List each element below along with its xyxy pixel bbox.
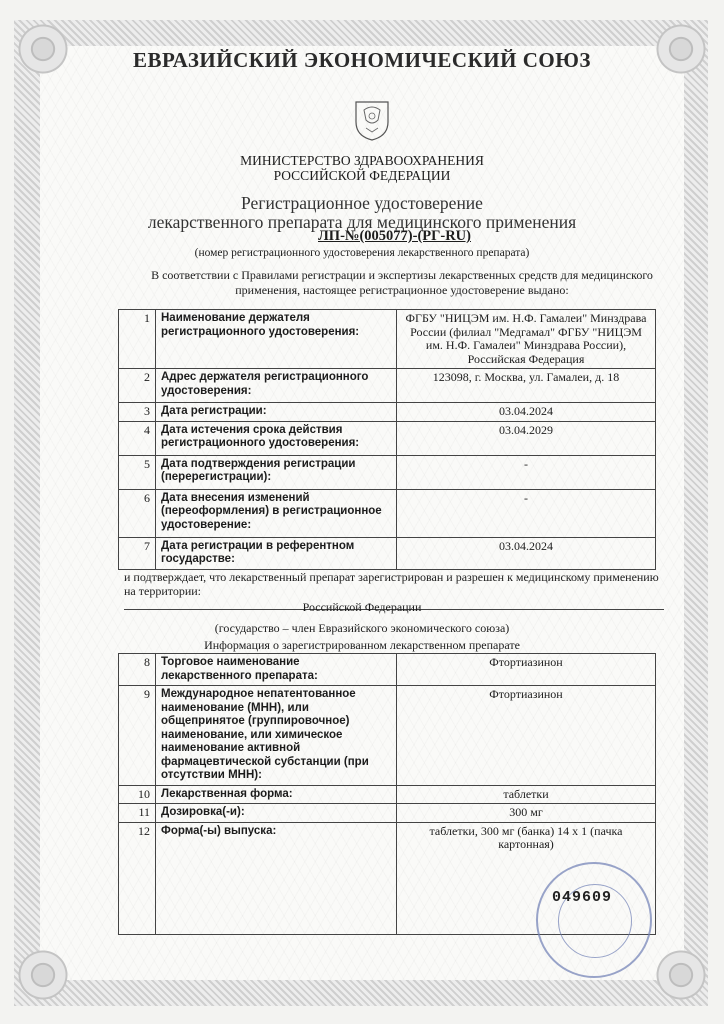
country-note: (государство – член Евразийского экономического союза)	[214, 621, 510, 635]
certificate-number-note: (номер регистрационного удостоверения лекарственного препарата)	[194, 247, 530, 259]
row-label: Торговое наименование лекарственного препарата:	[156, 654, 397, 686]
serial-number: 049609	[552, 889, 613, 906]
row-number: 4	[119, 421, 156, 455]
row-number: 7	[119, 537, 156, 569]
row-label: Дата регистрации:	[156, 403, 397, 422]
title-line1: Регистрационное удостоверение	[241, 193, 483, 213]
ministry-line2: РОССИЙСКОЙ ФЕДЕРАЦИИ	[273, 168, 451, 183]
row-number: 2	[119, 369, 156, 403]
country-name: Российской Федерации	[302, 600, 422, 614]
table-row	[119, 310, 656, 369]
row-value: 03.04.2029	[397, 421, 656, 455]
row-label: Дата подтверждения регистрации (перерегистрации):	[156, 455, 397, 489]
row-value: таблетки, 300 мг (банка) 14 x 1 (пачка картонная)	[397, 822, 656, 934]
table-row	[119, 455, 656, 489]
row-value: -	[397, 489, 656, 537]
table-row	[119, 403, 656, 422]
row-value: 300 мг	[397, 804, 656, 823]
table-row	[119, 686, 656, 786]
table-row	[119, 654, 656, 686]
table-row	[119, 369, 656, 403]
intro-text: В соответствии с Правилами регистрации и экспертизы лекарственных средств для медицинского применения, настоящее регистрационное удостоверение выдано:	[151, 268, 653, 297]
row-number: 10	[119, 785, 156, 804]
row-label: Дата истечения срока действия регистрационного удостоверения:	[156, 421, 397, 455]
row-number: 12	[119, 822, 156, 934]
row-value: 03.04.2024	[397, 537, 656, 569]
ministry-line1: МИНИСТЕРСТВО ЗДРАВООХРАНЕНИЯ	[240, 153, 484, 168]
table-row	[119, 804, 656, 823]
title-line2: лекарственного препарата для медицинского применения	[147, 212, 577, 232]
table-row	[119, 421, 656, 455]
row-value: ФГБУ "НИЦЭМ им. Н.Ф. Гамалеи" Минздрава России (филиал "Медгамал" ФГБУ "НИЦЭМ им. Н.Ф. Гамалеи" Минздрава России), Российская Федерация	[397, 310, 656, 369]
corner-ornament	[8, 940, 78, 1010]
row-label: Форма(-ы) выпуска:	[156, 822, 397, 934]
row-label: Дата регистрации в референтном государстве:	[156, 537, 397, 569]
certificate-number: ЛП-№(005077)-(РГ-RU)	[318, 228, 471, 244]
row-number: 9	[119, 686, 156, 786]
row-value: 03.04.2024	[397, 403, 656, 422]
certificate-title	[0, 194, 724, 232]
row-label: Дозировка(-и):	[156, 804, 397, 823]
row-label: Адрес держателя регистрационного удостоверения:	[156, 369, 397, 403]
table-row	[119, 489, 656, 537]
official-stamp	[536, 862, 652, 978]
info-section-title: Информация о зарегистрированном лекарственном препарате	[204, 638, 520, 652]
row-label: Международное непатентованное наименование (МНН), или общепринятое (группировочное) наименование, или химическое наименование активной фармацевтической субстанции (при отсутствии МНН):	[156, 686, 397, 786]
holder-table	[118, 309, 656, 570]
coat-of-arms-icon	[352, 98, 392, 142]
row-number: 5	[119, 455, 156, 489]
row-label: Наименование держателя регистрационного удостоверения:	[156, 310, 397, 369]
row-number: 11	[119, 804, 156, 823]
row-number: 6	[119, 489, 156, 537]
union-title: ЕВРАЗИЙСКИЙ ЭКОНОМИЧЕСКИЙ СОЮЗ	[133, 48, 591, 72]
row-value: Фтортиазинон	[397, 686, 656, 786]
row-value: таблетки	[397, 785, 656, 804]
row-value: -	[397, 455, 656, 489]
ministry-name	[0, 153, 724, 183]
row-label: Лекарственная форма:	[156, 785, 397, 804]
confirm-text: и подтверждает, что лекарственный препарат зарегистрирован и разрешен к медицинскому применению на территории:	[124, 570, 659, 598]
row-number: 8	[119, 654, 156, 686]
table-row	[119, 537, 656, 569]
table-row	[119, 785, 656, 804]
row-label: Дата внесения изменений (переоформления) в регистрационное удостоверение:	[156, 489, 397, 537]
row-value: 123098, г. Москва, ул. Гамалеи, д. 18	[397, 369, 656, 403]
corner-ornament	[646, 940, 716, 1010]
row-number: 1	[119, 310, 156, 369]
row-number: 3	[119, 403, 156, 422]
row-value: Фтортиазинон	[397, 654, 656, 686]
